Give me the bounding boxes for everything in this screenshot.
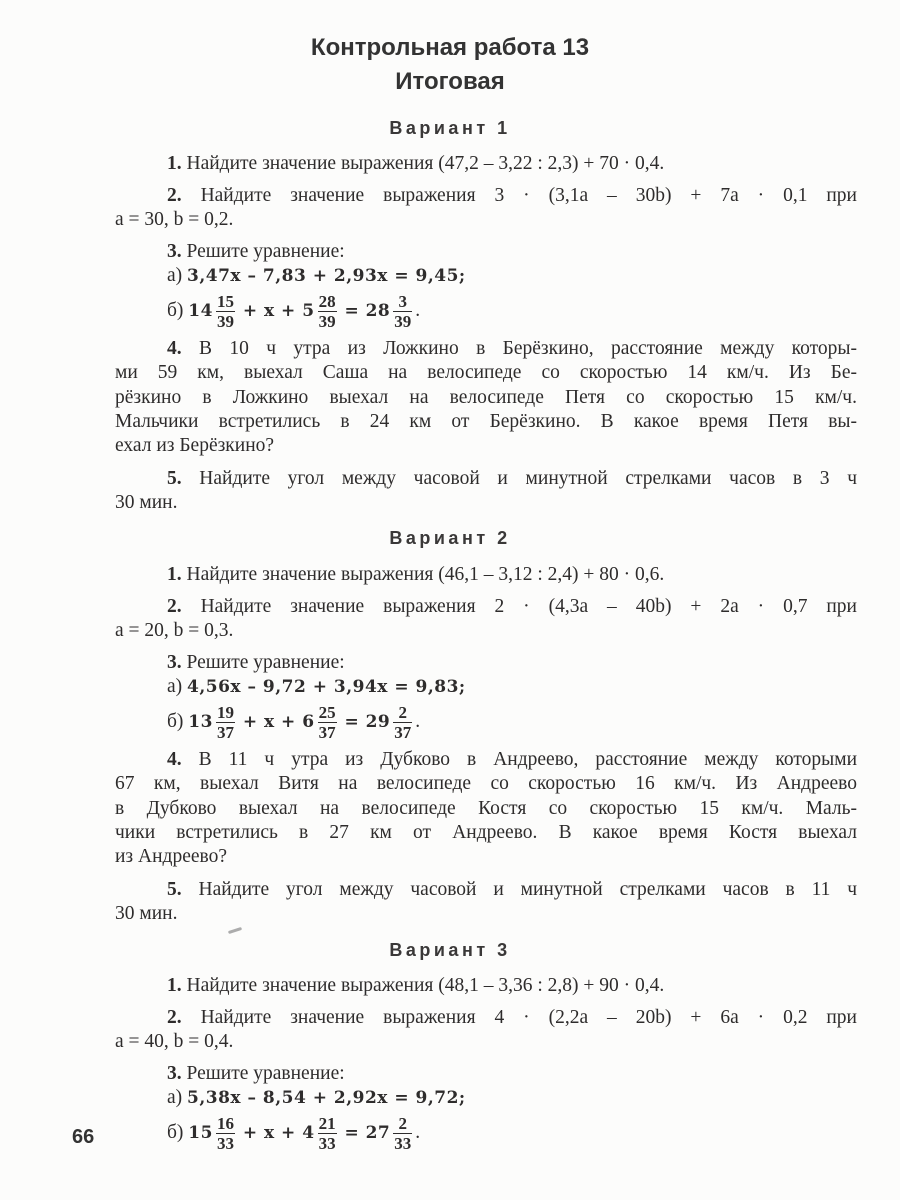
task-text: Найдите значение выражения (46,1 – 3,12 : 2,4) + 80 · 0,6. xyxy=(186,564,665,585)
whole-part: 13 xyxy=(188,711,213,732)
v2-task-2-line1 xyxy=(167,595,857,619)
task-text: Решите уравнение: xyxy=(186,1063,345,1084)
v3-task-3a xyxy=(167,1086,857,1110)
v3-task-3b xyxy=(167,1114,857,1153)
v1-task-2-line2: a = 30, b = 0,2. xyxy=(115,209,234,230)
task-number: 2. xyxy=(167,1007,182,1028)
v2-task-2-line2: a = 20, b = 0,3. xyxy=(115,620,234,641)
task-text: Найдите значение выражения 3 · (3,1a – 30b) + 7a · 0,1 при xyxy=(200,185,857,206)
task-text: Решите уравнение: xyxy=(186,241,345,262)
equation-middle: + x + 6 xyxy=(242,711,315,732)
v2-task-3b xyxy=(167,703,857,742)
subtask-label: а) xyxy=(167,676,183,697)
whole-part: 15 xyxy=(188,1122,213,1143)
v1-task-3 xyxy=(167,240,857,264)
page-title: Контрольная работа 13 xyxy=(310,34,590,61)
equation-right: = 29 xyxy=(344,711,391,732)
fraction: $\frac{21}{33}$ xyxy=(318,1114,336,1153)
task-text: Найдите значение выражения (48,1 – 3,36 : 2,8) + 90 · 0,4. xyxy=(186,975,665,996)
v1-task-3a xyxy=(167,264,857,288)
equation: 3,47x – 7,83 + 2,93x = 9,45; xyxy=(187,266,466,286)
task-number: 2. xyxy=(167,596,182,617)
v3-task-1 xyxy=(167,974,857,998)
v2-task-4-line4: чики встретились в 27 км от Андреево. В какое время Костя выехал xyxy=(115,822,857,843)
variant-2-heading: Вариант 2 xyxy=(389,528,511,548)
v1-task-1 xyxy=(167,152,857,176)
v2-task-4-line1 xyxy=(167,748,857,772)
fraction: $\frac{15}{39}$ xyxy=(216,292,234,331)
task-number: 3. xyxy=(167,1063,182,1084)
task-text: Найдите значение выражения 4 · (2,2a – 20b) + 6a · 0,2 при xyxy=(200,1007,857,1028)
v1-task-4-line4: Мальчики встретились в 24 км от Берёзкино. В какое время Петя вы- xyxy=(115,411,857,432)
v1-task-4-line1 xyxy=(167,337,857,361)
v2-task-1 xyxy=(167,563,857,587)
fraction: $\frac{19}{37}$ xyxy=(216,703,234,742)
v3-task-2-line2: a = 40, b = 0,4. xyxy=(115,1031,234,1052)
task-number: 2. xyxy=(167,185,182,206)
v2-task-5-line1 xyxy=(167,878,857,902)
task-text: Найдите значение выражения (47,2 – 3,22 : 2,3) + 70 · 0,4. xyxy=(186,153,665,174)
v1-task-5-line1 xyxy=(167,467,857,491)
page-subtitle: Итоговая xyxy=(395,68,505,95)
fraction: $\frac{3}{39}$ xyxy=(394,292,412,331)
page-number: 66 xyxy=(72,1126,95,1148)
fraction: $\frac{16}{33}$ xyxy=(216,1114,234,1153)
v1-task-2-line1 xyxy=(167,184,857,208)
subtask-label: а) xyxy=(167,265,183,286)
task-text: Найдите значение выражения 2 · (4,3a – 40b) + 2a · 0,7 при xyxy=(200,596,857,617)
subtask-label: а) xyxy=(167,1087,183,1108)
variant-3-heading: Вариант 3 xyxy=(389,940,511,960)
period: . xyxy=(415,710,421,732)
task-text: Найдите угол между часовой и минутной стрелками часов в 11 ч xyxy=(198,879,858,900)
task-number: 5. xyxy=(167,468,182,489)
fraction: $\frac{2}{33}$ xyxy=(394,1114,412,1153)
subtask-label: б) xyxy=(167,1121,184,1143)
subtask-label: б) xyxy=(167,299,184,321)
task-number: 4. xyxy=(167,338,182,359)
variant-1-heading: Вариант 1 xyxy=(389,118,511,138)
fraction: $\frac{25}{37}$ xyxy=(318,703,336,742)
subtask-label: б) xyxy=(167,710,184,732)
equation-middle: + x + 5 xyxy=(242,300,315,321)
task-text: В 11 ч утра из Дубково в Андреево, расстояние между которыми xyxy=(198,749,858,770)
v2-task-4-line5: из Андреево? xyxy=(115,846,227,867)
fraction: $\frac{2}{37}$ xyxy=(394,703,412,742)
task-number: 1. xyxy=(167,153,182,174)
whole-part: 14 xyxy=(188,300,213,321)
task-number: 1. xyxy=(167,564,182,585)
task-number: 1. xyxy=(167,975,182,996)
v2-task-3 xyxy=(167,651,857,675)
v2-task-5-line2: 30 мин. xyxy=(115,903,178,924)
task-number: 4. xyxy=(167,749,182,770)
v1-task-4-line3: рёзкино в Ложкино выехал на велосипеде Петя со скоростью 15 км/ч. xyxy=(115,387,857,408)
period: . xyxy=(415,299,421,321)
v2-task-4-line3: в Дубково выехал на велосипеде Костя со скоростью 15 км/ч. Маль- xyxy=(115,798,857,819)
period: . xyxy=(415,1121,421,1143)
v2-task-4-line2: 67 км, выехал Витя на велосипеде со скоростью 16 км/ч. Из Андреево xyxy=(115,773,857,794)
equation-middle: + x + 4 xyxy=(242,1122,315,1143)
equation: 5,38x – 8,54 + 2,92x = 9,72; xyxy=(187,1088,466,1108)
task-number: 3. xyxy=(167,652,182,673)
v1-task-5-line2: 30 мин. xyxy=(115,492,178,513)
v1-task-4-line5: ехал из Берёзкино? xyxy=(115,435,275,456)
task-text: В 10 ч утра из Ложкино в Берёзкино, расстояние между которы- xyxy=(199,338,858,359)
equation: 4,56x – 9,72 + 3,94x = 9,83; xyxy=(187,677,466,697)
equation-right: = 28 xyxy=(344,300,391,321)
task-number: 5. xyxy=(167,879,182,900)
print-smudge xyxy=(228,927,242,934)
equation-right: = 27 xyxy=(344,1122,391,1143)
task-text: Решите уравнение: xyxy=(186,652,345,673)
v1-task-3b xyxy=(167,292,857,331)
v2-task-3a xyxy=(167,675,857,699)
v3-task-3 xyxy=(167,1062,857,1086)
fraction: $\frac{28}{39}$ xyxy=(318,292,336,331)
v3-task-2-line1 xyxy=(167,1006,857,1030)
task-text: Найдите угол между часовой и минутной стрелками часов в 3 ч xyxy=(199,468,857,489)
task-number: 3. xyxy=(167,241,182,262)
v1-task-4-line2: ми 59 км, выехал Саша на велосипеде со скоростью 14 км/ч. Из Бе- xyxy=(115,362,857,383)
